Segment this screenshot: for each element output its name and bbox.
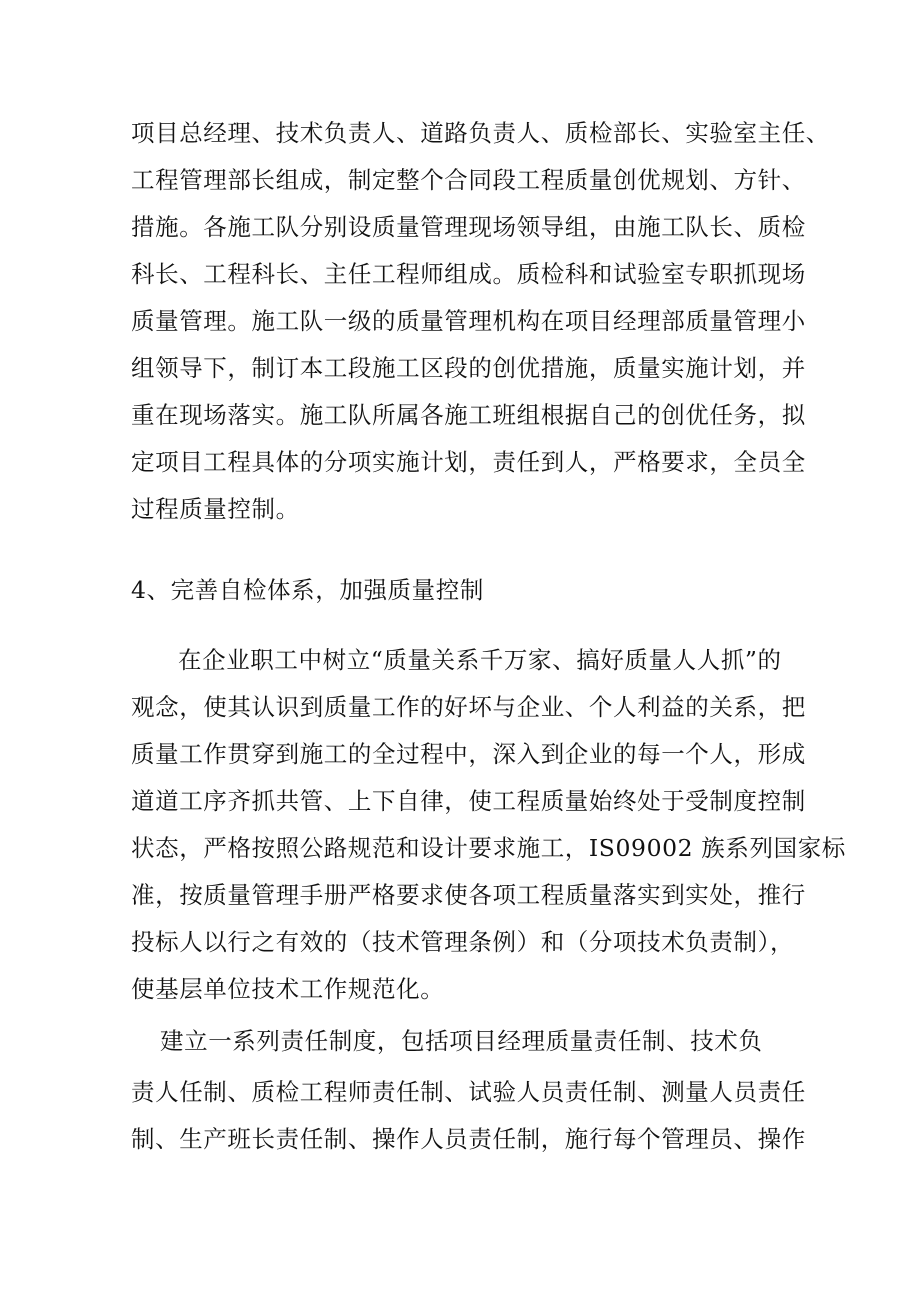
paragraph1-line-1: 项目总经理、技术负责人、道路负责人、质检部长、实验室主任、: [131, 119, 830, 147]
paragraph1-line-2: 工程管理部长组成，制定整个合同段工程质量创优规划、方针、: [131, 166, 806, 194]
paragraph1-line-8: 定项目工程具体的分项实施计划，责任到人，严格要求，全员全: [131, 448, 806, 476]
paragraph2-line-8: 使基层单位技术工作规范化。: [131, 975, 445, 1003]
paragraph2-line-3: 质量工作贯穿到施工的全过程中，深入到企业的每一个人，形成: [131, 740, 806, 768]
paragraph2-line-5: 状态，严格按照公路规范和设计要求施工，IS09002 族系列国家标: [131, 834, 846, 862]
paragraph1-line-9: 过程质量控制。: [131, 495, 300, 523]
paragraph2-line-1: 在企业职工中树立“质量关系千万家、搞好质量人人抓”的: [178, 646, 782, 674]
paragraph2-line-7: 投标人以行之有效的（技术管理条例）和（分项技术负责制），: [131, 928, 795, 956]
paragraph3-line-3: 制、生产班长责任制、操作人员责任制，施行每个管理员、操作: [131, 1125, 806, 1153]
paragraph1-line-3: 措施。各施工队分别设质量管理现场领导组，由施工队长、质检: [131, 213, 806, 241]
paragraph2-line-6: 准，按质量管理手册严格要求使各项工程质量落实到实处，推行: [131, 881, 806, 909]
paragraph3-line-1: 建立一系列责任制度，包括项目经理质量责任制、技术负: [160, 1027, 763, 1055]
paragraph3-line-2: 责人任制、质检工程师责任制、试验人员责任制、测量人员责任: [131, 1078, 806, 1106]
paragraph1-line-4: 科长、工程科长、主任工程师组成。质检科和试验室专职抓现场: [131, 260, 806, 288]
paragraph1-line-7: 重在现场落实。施工队所属各施工班组根据自己的创优任务，拟: [131, 401, 806, 429]
paragraph1-line-6: 组领导下，制订本工段施工区段的创优措施，质量实施计划，并: [131, 354, 806, 382]
section-heading: 4、完善自检体系，加强质量控制: [131, 576, 484, 604]
paragraph2-line-2: 观念，使其认识到质量工作的好坏与企业、个人利益的关系，把: [131, 693, 806, 721]
paragraph1-line-5: 质量管理。施工队一级的质量管理机构在项目经理部质量管理小: [131, 307, 806, 335]
paragraph2-line-4: 道道工序齐抓共管、上下自律，使工程质量始终处于受制度控制: [131, 787, 806, 815]
